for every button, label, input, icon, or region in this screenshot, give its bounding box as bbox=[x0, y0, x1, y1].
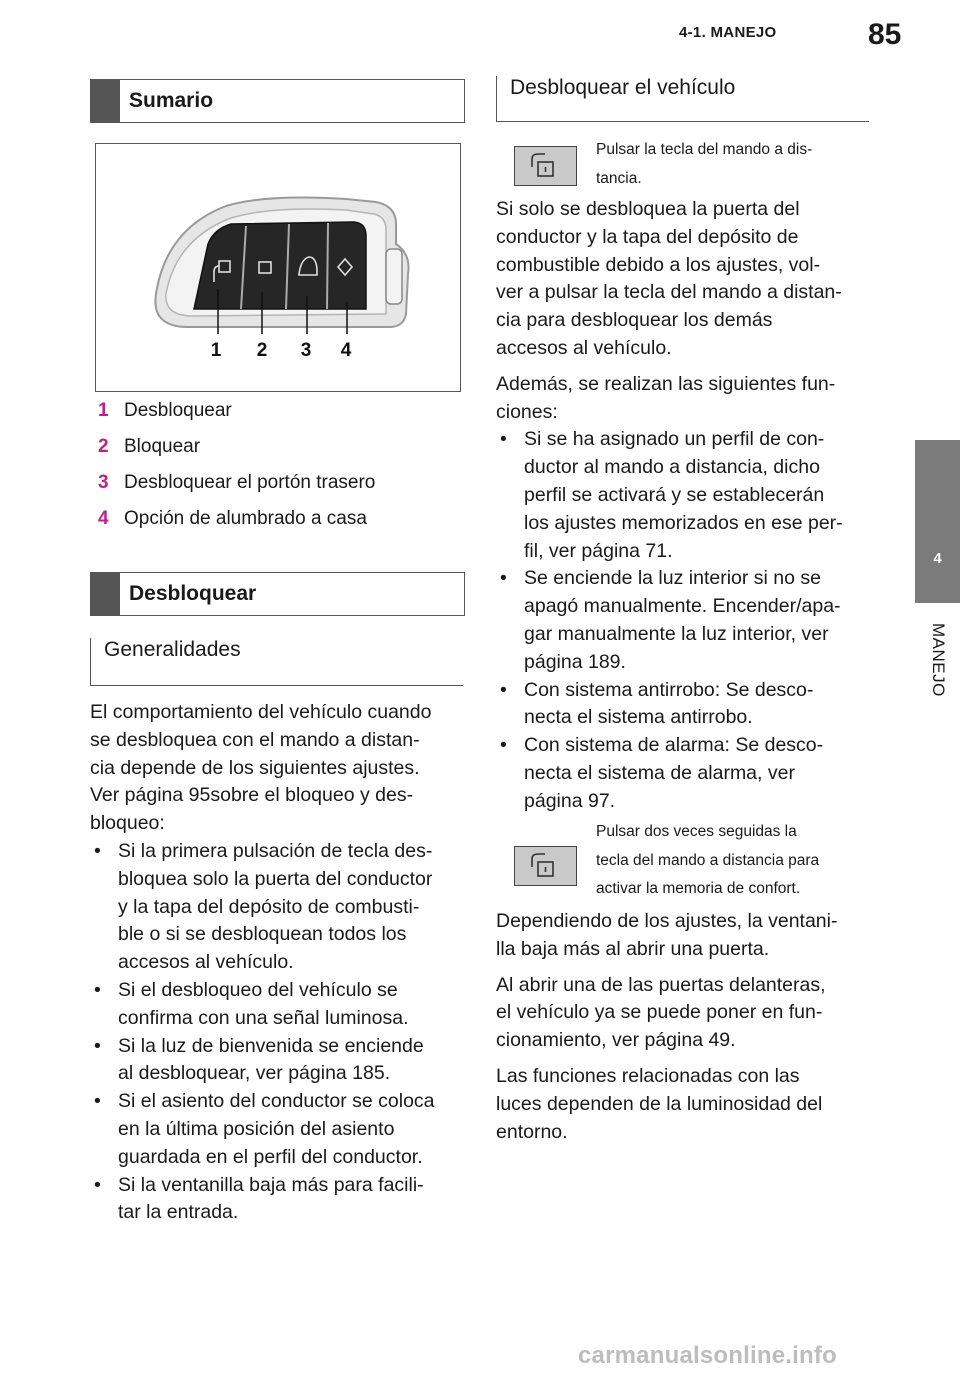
section-heading-desbloquear bbox=[90, 572, 465, 616]
subheading-generalidades: Generalidades bbox=[90, 638, 463, 686]
page-number: 85 bbox=[868, 18, 902, 51]
unlock-icon bbox=[515, 847, 575, 884]
section-title: Desbloquear bbox=[129, 582, 257, 605]
running-header-section: 4-1. MANEJO bbox=[679, 24, 777, 41]
callout-3: 3 bbox=[300, 340, 312, 361]
text-line: El comportamiento del vehículo cuando bbox=[90, 701, 432, 723]
callout-4: 4 bbox=[340, 340, 352, 361]
section-title: Sumario bbox=[129, 89, 214, 112]
legend-item: 3 Desbloquear el portón trasero bbox=[98, 472, 376, 493]
bullet-item: • Se enciende la luz interior si no se apagó manualmente. Encender/apa- gar manualmente la luz interior, ver página 189. bbox=[496, 565, 876, 676]
legend-item: 1 Desbloquear bbox=[98, 400, 232, 421]
generalidades-body bbox=[90, 699, 465, 1227]
subheading-desbloquear-vehiculo: Desbloquear el vehículo bbox=[496, 76, 869, 122]
bullet-item: • Con sistema de alarma: Se desco- necta el sistema de alarma, ver página 97. bbox=[496, 732, 876, 815]
remote-key-illustration bbox=[96, 144, 460, 391]
legend-item: 2 Bloquear bbox=[98, 436, 201, 457]
chapter-side-tab bbox=[915, 440, 960, 603]
icon-note-2: Pulsar dos veces seguidas la tecla del mando a distancia para activar la memoria de confort. bbox=[596, 823, 820, 897]
heading-bar bbox=[91, 573, 120, 615]
bullet-item: • Si el asiento del conductor se coloca en la última posición del asiento guardada en el perfil del conductor. bbox=[90, 1088, 465, 1171]
unlock-icon bbox=[515, 147, 575, 184]
bullet-item: • Si la luz de bienvenida se enciende al desbloquear, ver página 185. bbox=[90, 1033, 465, 1089]
bullet-item: • Si se ha asignado un perfil de con- ductor al mando a distancia, dicho perfil se activará y se establecerán los ajustes memorizados en ese per- fil, ver página 71. bbox=[496, 426, 876, 565]
heading-bar bbox=[91, 80, 120, 122]
remote-key-figure bbox=[95, 143, 461, 392]
bullet-item: • Si la ventanilla baja más para facili- tar la entrada. bbox=[90, 1172, 465, 1228]
desbloquear-vehiculo-body: Si solo se desbloquea la puerta del conductor y la tapa del depósito de combustible debido a los ajustes, vol- ver a pulsar la tecla del mando a distan- cia para desbloquear los demás accesos al vehículo. Además, se realizan las siguientes fun- ciones: • Si se ha asignado un perfil de con- ductor al mando a distancia, dicho perfil se activará y se establecerán los ajustes memorizados en ese per- fil, ver página 71. • Se enciende la luz interior si no se apagó manualmente. Encender/apa- gar manualmente la luz interior, ver página 189. • Con sistema antirrobo: Se desco- necta el sistema antirrobo. • Con sistema de alarma: Se desco- necta el sistema de alarma, ver página 97. bbox=[496, 196, 876, 816]
bullet-item: • Con sistema antirrobo: Se desco- necta el sistema antirrobo. bbox=[496, 677, 876, 733]
callout-2: 2 bbox=[256, 340, 268, 361]
text-line: cia depende de los siguientes ajustes. bbox=[90, 756, 420, 779]
text-line: se desbloquea con el mando a distan- bbox=[90, 728, 420, 751]
key-blade bbox=[386, 249, 402, 304]
unlock-button-icon bbox=[514, 146, 577, 186]
chapter-label: MANEJO bbox=[929, 623, 948, 697]
legend-item: 4 Opción de alumbrado a casa bbox=[98, 508, 367, 529]
watermark: carmanualsonline.info bbox=[578, 1342, 837, 1369]
bullet-item: • Si la primera pulsación de tecla des- bloquea solo la puerta del conductor y la tapa del depósito de combusti- ble o si se desbloquean todos los accesos al vehículo. bbox=[90, 838, 465, 977]
button-separator bbox=[327, 223, 328, 309]
bullet-item: • Si el desbloqueo del vehículo se confirma con una señal luminosa. bbox=[90, 977, 465, 1033]
icon-note-1: Pulsar la tecla del mando a dis- tancia. bbox=[596, 141, 813, 187]
desbloquear-vehiculo-body-2: Dependiendo de los ajustes, la ventani- lla baja más al abrir una puerta. Al abrir una de las puertas delanteras, el vehículo ya se puede poner en fun- cionamiento, ver página 49. Las funciones relacionadas con las luces dependen de la luminosidad del entorno. bbox=[496, 910, 838, 1143]
section-heading-sumario bbox=[90, 79, 465, 123]
text-line: Ver página 95sobre el bloqueo y des- bbox=[90, 784, 414, 807]
text-line: bloqueo: bbox=[90, 812, 165, 835]
callout-1: 1 bbox=[210, 340, 222, 361]
chapter-number: 4 bbox=[933, 550, 942, 567]
unlock-button-icon bbox=[514, 846, 577, 886]
figure-legend bbox=[98, 400, 375, 544]
